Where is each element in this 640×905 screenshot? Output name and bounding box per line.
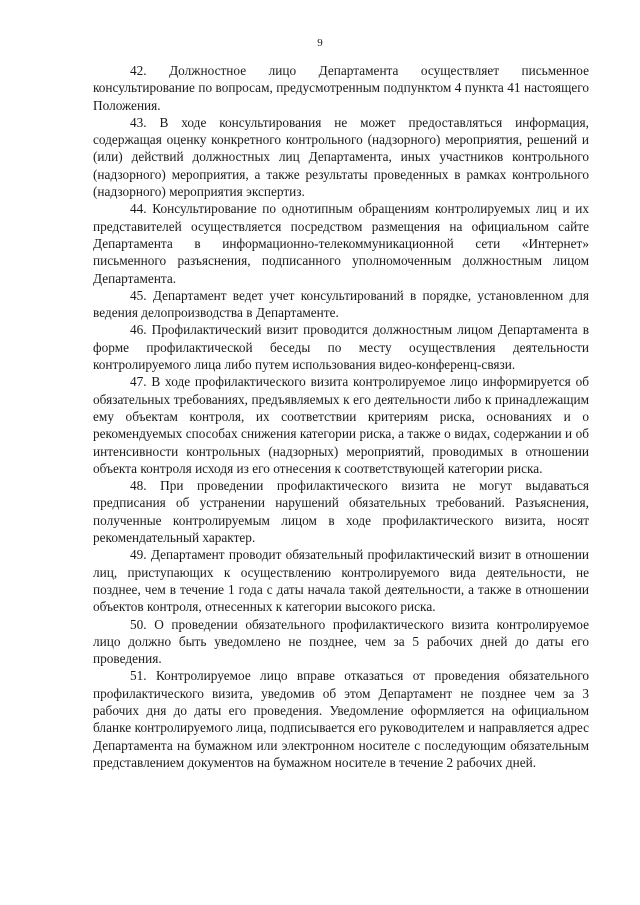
document-body (93, 62, 589, 771)
paragraph-51: 51. Контролируемое лицо вправе отказаться от проведения обязательного профилактического визита, уведомив об этом Департамент не позднее чем за 3 рабочих дня до даты его проведения. Уведомление оформляется на официальном бланке контролируемого лица, подписывается его руководителем и направляется адрес Департамента на бумажном или электронном носителе с последующим обязательным представлением документов на бумажном носителе в течение 2 рабочих дней. (93, 668, 589, 770)
paragraph-47: 47. В ходе профилактического визита контролируемое лицо информируется об обязательных требованиях, предъявляемых к его деятельности либо к принадлежащим ему объектам контроля, их соответствии критериям риска, основаниях и о рекомендуемых способах снижения категории риска, а также о видах, содержании и об интенсивности контрольных (надзорных) мероприятий, проводимых в отношении объекта контроля исходя из его отнесения к соответствующей категории риска. (93, 374, 589, 476)
paragraph-49: 49. Департамент проводит обязательный профилактический визит в отношении лиц, приступающих к осуществлению контролируемого вида деятельности, не позднее, чем в течение 1 года с даты начала такой деятельности, а также в отношении объектов контроля, отнесенных к категории высокого риска. (93, 547, 589, 615)
page-number: 9 (317, 37, 323, 49)
paragraph-42: 42. Должностное лицо Департамента осуществляет письменное консультирование по вопросам, предусмотренным подпунктом 4 пункта 41 настоящего Положения. (93, 63, 589, 113)
paragraph-43: 43. В ходе консультирования не может предоставляться информация, содержащая оценку конкретного контрольного (надзорного) мероприятия, решений и (или) действий должностных лиц Департамента, иных участников контрольного (надзорного) мероприятия, а также результаты проведенных в рамках контрольного (надзорного) мероприятия экспертиз. (93, 114, 589, 200)
paragraph-48: 48. При проведении профилактического визита не могут выдаваться предписания об устранении нарушений обязательных требований. Разъяснения, полученные контролируемым лицом в ходе профилактического визита, носят рекомендательный характер. (93, 478, 589, 546)
paragraph-46: 46. Профилактический визит проводится должностным лицом Департамента в форме профилактической беседы по месту осуществления деятельности контролируемого лица либо путем использования видео-конференц-связи. (93, 322, 589, 373)
paragraph-50: 50. О проведении обязательного профилактического визита контролируемое лицо должно быть уведомлено не позднее, чем за 5 рабочих дней до даты его проведения. (93, 616, 589, 667)
paragraph-45: 45. Департамент ведет учет консультирований в порядке, установленном для ведения делопроизводства в Департаменте. (93, 287, 589, 321)
paragraph-44: 44. Консультирование по однотипным обращениям контролируемых лиц и их представителей осуществляется посредством размещения на официальном сайте Департамента в информационно-телекоммуникационной сети «Интернет» письменного разъяснения, подписанного уполномоченным должностным лицом Департамента. (93, 201, 589, 286)
